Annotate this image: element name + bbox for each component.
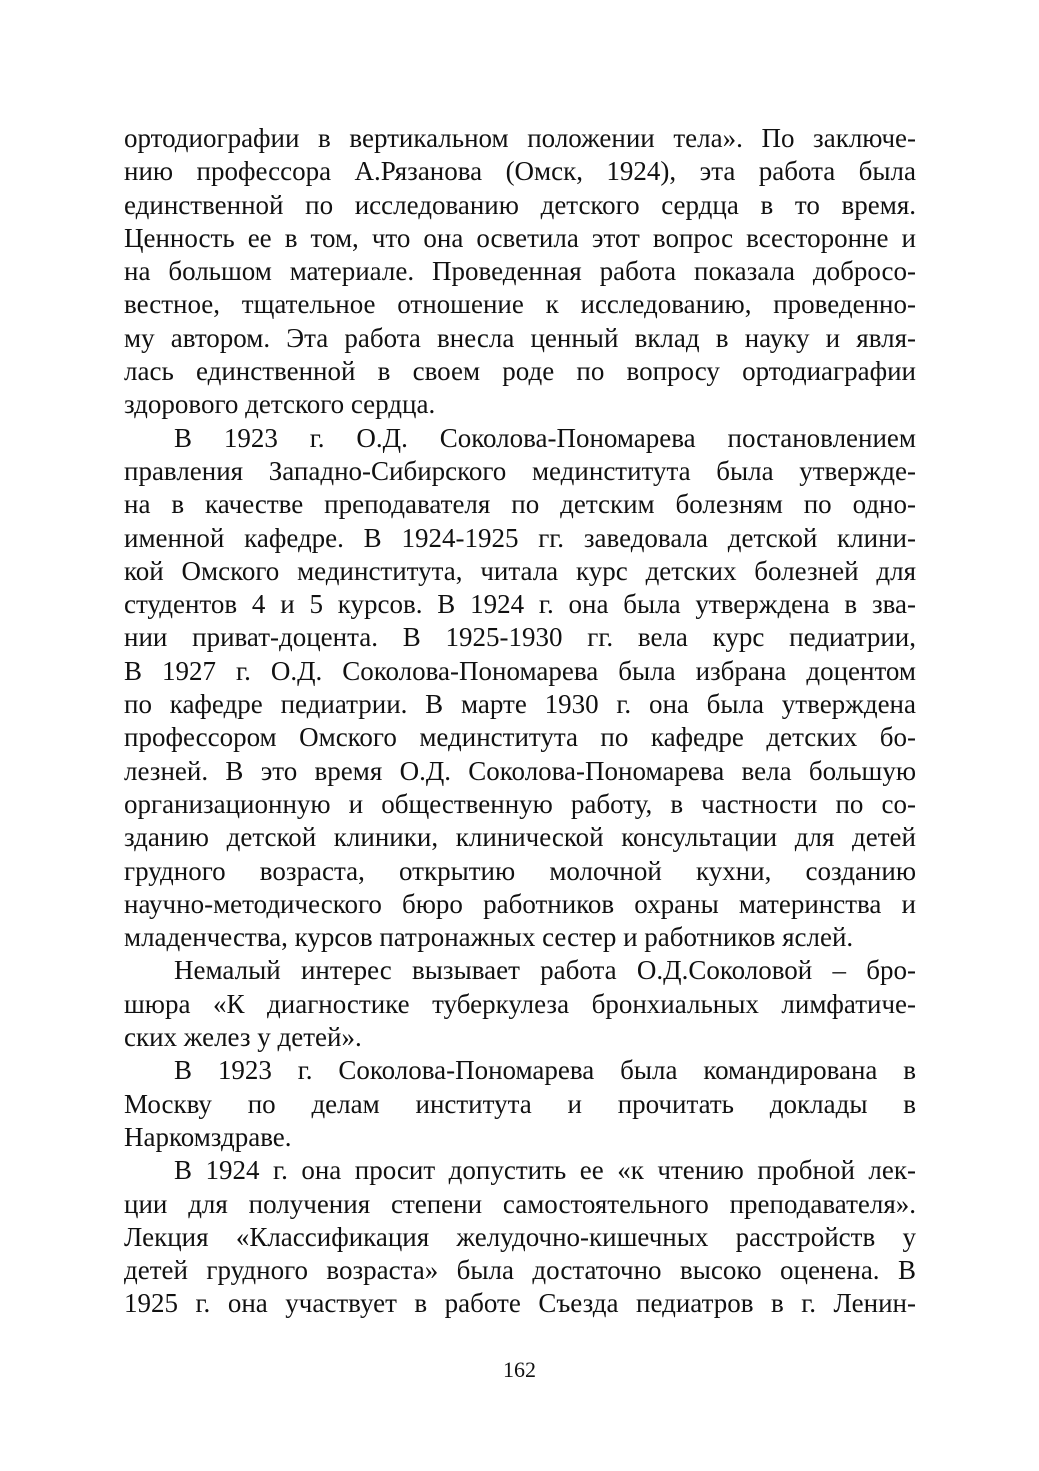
paragraph [124, 122, 916, 422]
text-line: младенчества, курсов патронажных сестер и работников яслей. [124, 922, 854, 953]
text-line: В 1924 г. она просит допустить ее «к чтению пробной лек- [174, 1155, 916, 1186]
text-line: Немалый интерес вызывает работа О.Д.Соколовой – бро- [174, 955, 916, 986]
text-line: правления Западно-Сибирского мединститута была утвержде- [124, 455, 916, 486]
text-line: вестное, тщательное отношение к исследованию, проведенно- [124, 289, 916, 320]
text-line: нию профессора А.Рязанова (Омск, 1924), эта работа была [124, 156, 916, 187]
text-line: организационную и общественную работу, в частности по со- [124, 788, 916, 819]
text-line: шюра «К диагностике туберкулеза бронхиальных лимфатиче- [124, 988, 916, 1019]
paragraph [124, 954, 916, 1054]
paragraph [124, 422, 916, 955]
text-line: именной кафедре. В 1924-1925 гг. заведовала детской клини- [124, 522, 916, 553]
text-line: Ценность ее в том, что она осветила этот вопрос всесторонне и [124, 222, 916, 253]
paragraph [124, 1054, 916, 1154]
text-line: грудного возраста, открытию молочной кухни, созданию [124, 855, 916, 886]
text-line: В 1923 г. Соколова-Пономарева была командирована в [174, 1055, 916, 1086]
text-line: по кафедре педиатрии. В марте 1930 г. она была утверждена [124, 689, 916, 720]
text-line: В 1927 г. О.Д. Соколова-Пономарева была избрана доцентом [124, 655, 916, 686]
text-line: Наркомздраве. [124, 1121, 292, 1152]
text-line: здорового детского сердца. [124, 389, 436, 420]
text-line: на большом материале. Проведенная работа показала добросо- [124, 256, 916, 287]
text-line: единственной по исследованию детского сердца в то время. [124, 189, 916, 220]
text-line: 1925 г. она участвует в работе Съезда педиатров в г. Ленин- [124, 1288, 916, 1319]
text-line: на в качестве преподавателя по детским болезням по одно- [124, 489, 916, 520]
text-line: лезней. В это время О.Д. Соколова-Пономарева вела большую [124, 755, 916, 786]
text-line: ортодиографии в вертикальном положении тела». По заключе- [124, 123, 916, 153]
paragraph [124, 1154, 916, 1320]
text-line: нии приват-доцента. В 1925-1930 гг. вела курс педиатрии, [124, 622, 916, 653]
body-text [124, 122, 916, 1321]
text-line: студентов 4 и 5 курсов. В 1924 г. она была утверждена в зва- [124, 589, 916, 620]
text-line: ции для получения степени самостоятельного преподавателя». [124, 1188, 916, 1219]
text-line: ских желез у детей». [124, 1022, 362, 1053]
text-line: научно-методического бюро работников охраны материнства и [124, 888, 916, 919]
text-line: лась единственной в своем роде по вопросу ортодиаграфии [124, 356, 916, 387]
page-number: 162 [503, 1357, 536, 1382]
text-line: Лекция «Классификация желудочно-кишечных расстройств у [124, 1221, 916, 1252]
text-line: профессором Омского мединститута по кафедре детских бо- [124, 722, 916, 753]
text-line: зданию детской клиники, клинической консультации для детей [124, 822, 916, 853]
text-line: Москву по делам института и прочитать доклады в [124, 1088, 916, 1119]
text-line: кой Омского мединститута, читала курс детских болезней для [124, 555, 916, 586]
text-line: В 1923 г. О.Д. Соколова-Пономарева постановлением [174, 422, 916, 453]
text-line: детей грудного возраста» была достаточно высоко оценена. В [124, 1255, 916, 1286]
text-line: му автором. Эта работа внесла ценный вклад в науку и явля- [124, 322, 916, 353]
